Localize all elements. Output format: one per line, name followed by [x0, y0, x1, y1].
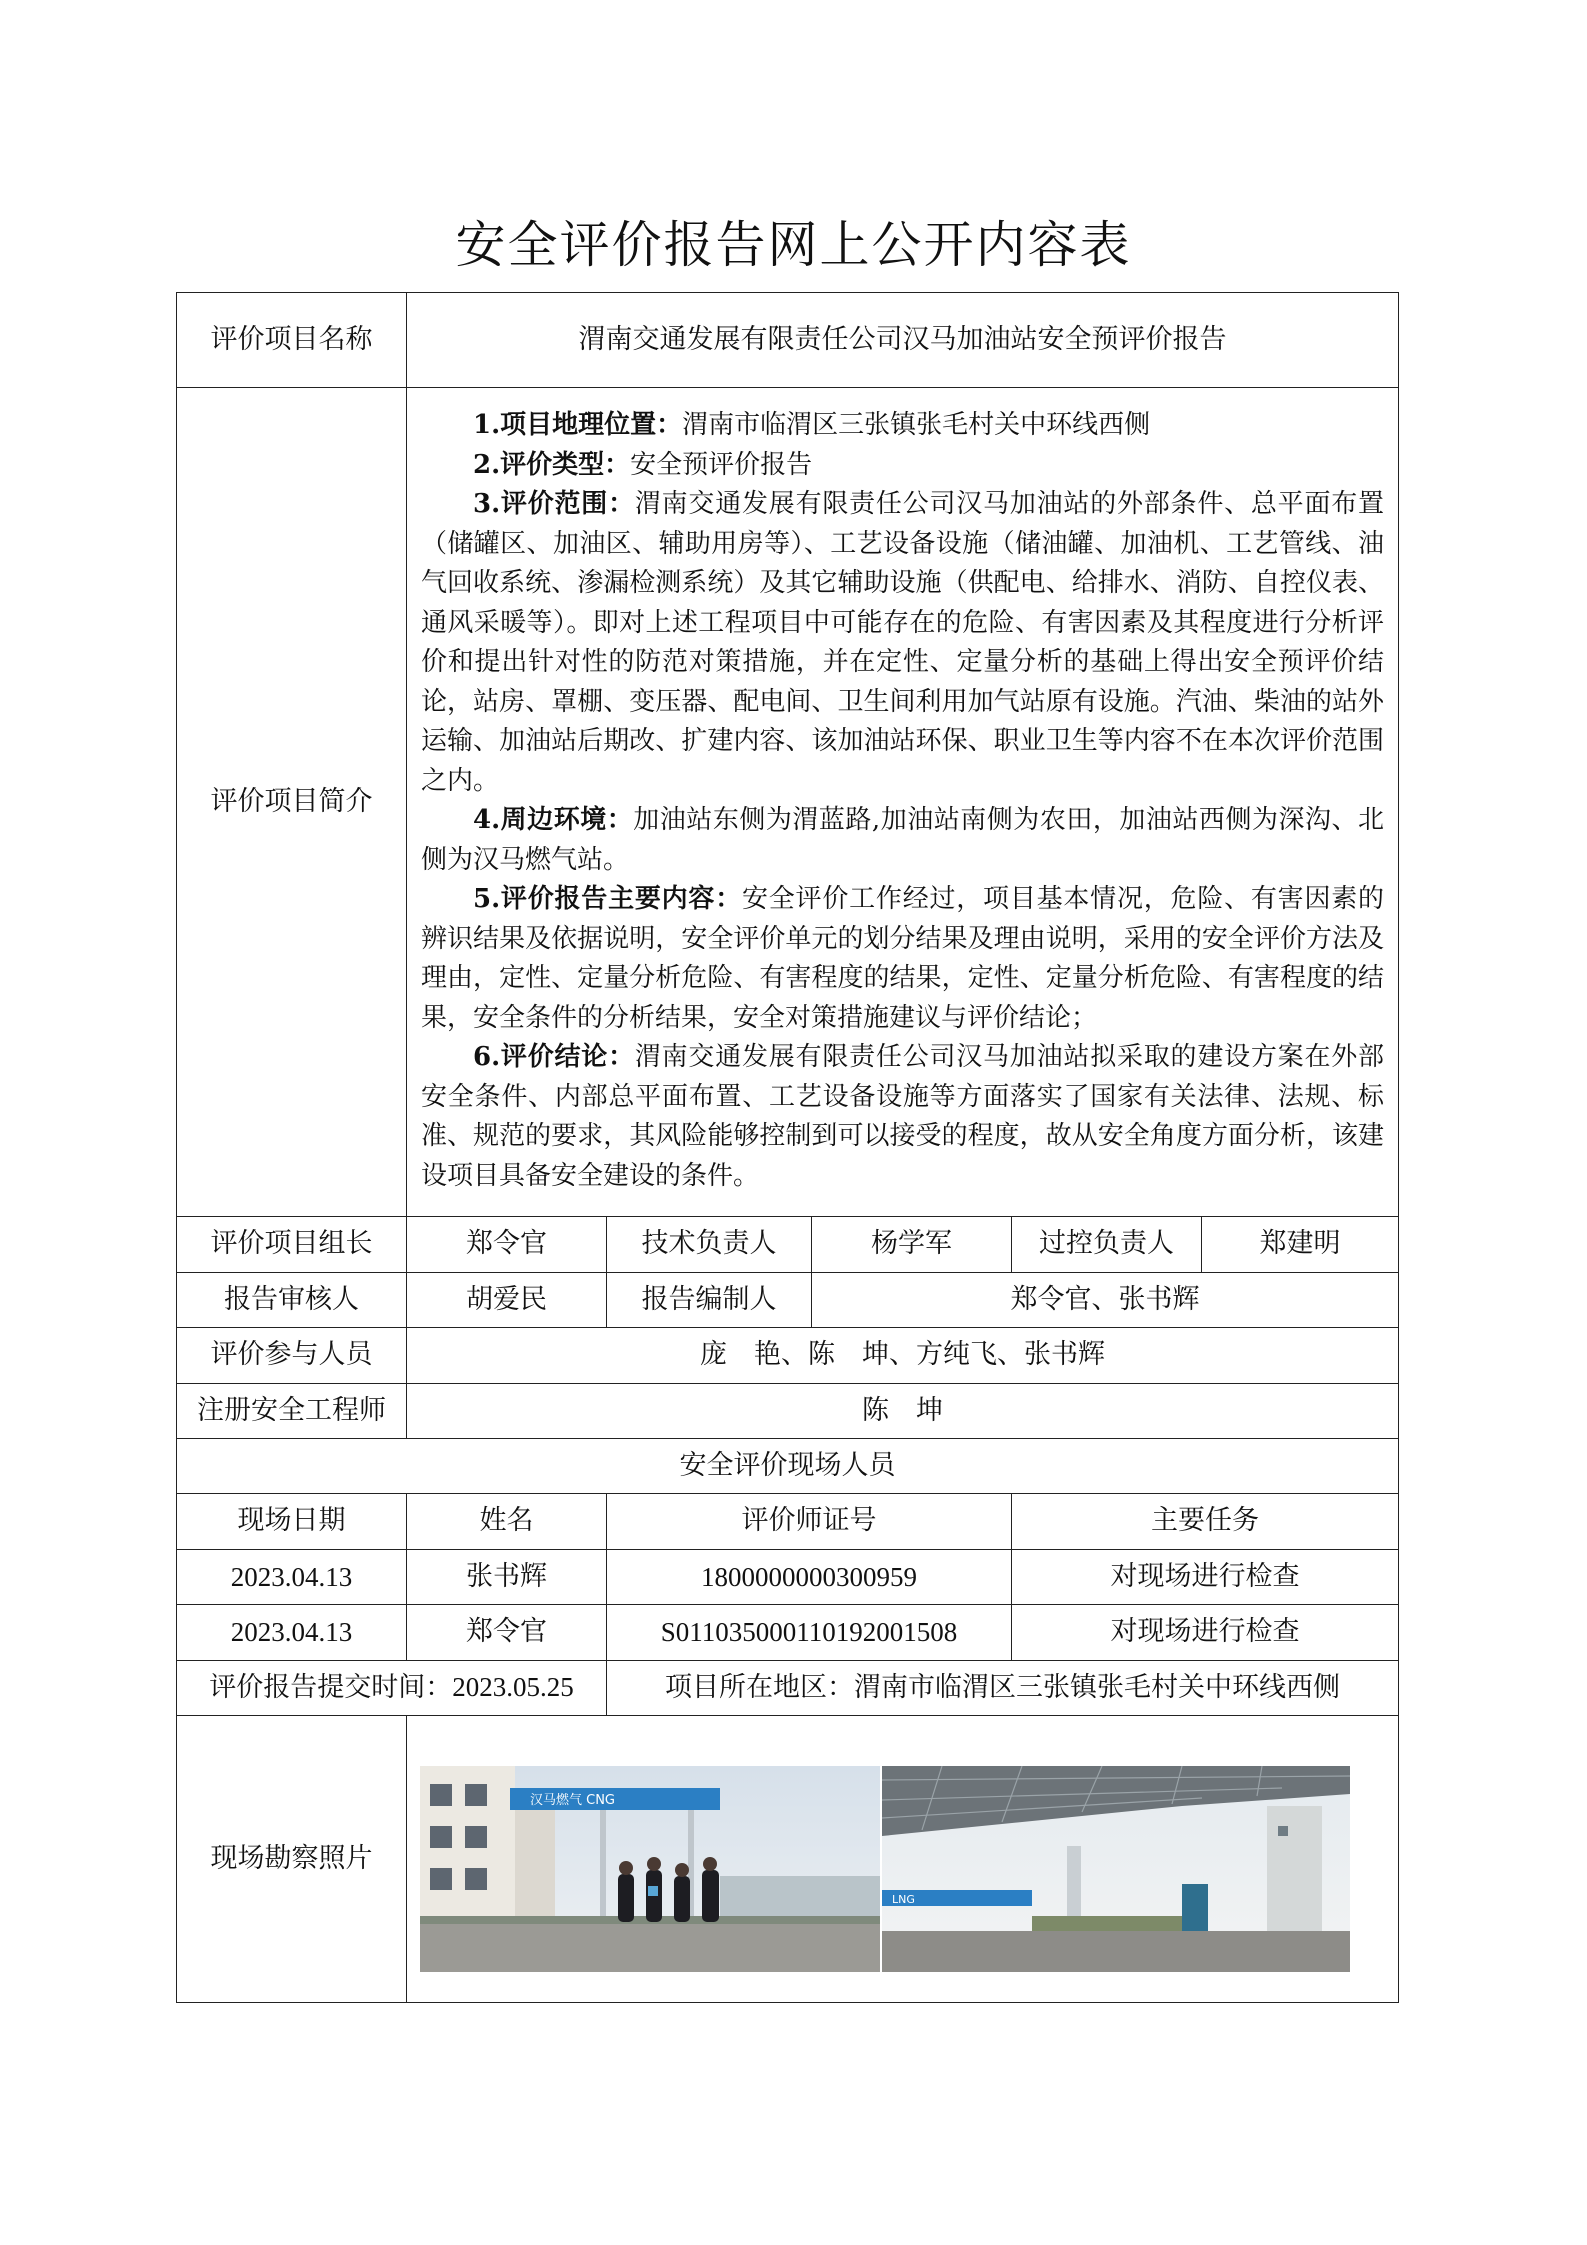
project-name-value: 渭南交通发展有限责任公司汉马加油站安全预评价报告	[407, 293, 1399, 388]
disclosure-table	[176, 292, 1399, 2003]
reviewer-value: 胡爱民	[407, 1273, 607, 1328]
participants-label: 评价参与人员	[177, 1328, 407, 1384]
intro-heading-5: 5.评价报告主要内容：	[473, 884, 742, 914]
intro-text-6: 渭南交通发展有限责任公司汉马加油站拟采取的建设方案在外部安全条件、内部总平面布置、工艺设备设施等方面落实了国家有关法律、法规、标准、规范的要求，其风险能够控制到可以接受的程度，故从安全角度方面分析，该建设项目具备安全建设的条件。	[421, 1042, 1385, 1191]
participants-value: 庞 艳、陈 坤、方纯飞、张书辉	[407, 1328, 1399, 1384]
editor-label: 报告编制人	[607, 1273, 812, 1328]
staff-date: 2023.04.13	[177, 1550, 407, 1605]
table-row	[177, 1550, 1399, 1605]
intro-heading-4: 4.周边环境：	[473, 805, 634, 835]
site-photo-1	[420, 1766, 880, 1972]
col-header-date: 现场日期	[177, 1494, 407, 1550]
region-cell	[607, 1661, 1399, 1716]
engineer-value: 陈 坤	[407, 1384, 1399, 1439]
intro-item-1	[421, 406, 1384, 446]
reviewer-label: 报告审核人	[177, 1273, 407, 1328]
intro-heading-3: 3.评价范围：	[473, 489, 635, 519]
intro-text-2: 安全预评价报告	[630, 449, 813, 480]
submit-cell	[177, 1661, 607, 1716]
staff-task: 对现场进行检查	[1012, 1605, 1399, 1661]
intro-content	[407, 388, 1399, 1217]
intro-item-5	[421, 880, 1384, 1038]
intro-heading-1: 1.项目地理位置：	[473, 410, 683, 440]
staff-cert: S011035000110192001508	[607, 1605, 1012, 1661]
leader-value: 郑令官	[407, 1217, 607, 1273]
process-value: 郑建明	[1202, 1217, 1399, 1273]
staff-name: 郑令官	[407, 1605, 607, 1661]
submit-label: 评价报告提交时间：	[209, 1672, 453, 1704]
intro-heading-2: 2.评价类型：	[473, 449, 631, 480]
staff-date: 2023.04.13	[177, 1605, 407, 1661]
submit-date: 2023.05.25	[452, 1672, 574, 1703]
intro-item-4	[421, 801, 1384, 880]
intro-text-3: 渭南交通发展有限责任公司汉马加油站的外部条件、总平面布置（储罐区、加油区、辅助用房等）、工艺设备设施（储油罐、加油机、工艺管线、油气回收系统、渗漏检测系统）及其它辅助设施（供配电、给排水、消防、自控仪表、通风采暖等）。即对上述工程项目中可能存在的危险、有害因素及其程度进行分析评价和提出针对性的防范对策措施，并在定性、定量分析的基础上得出安全预评价结论，站房、罩棚、变压器、配电间、卫生间利用加气站原有设施。汽油、柴油的站外运输、加油站后期改、扩建内容、该加油站环保、职业卫生等内容不在本次评价范围之内。	[421, 489, 1385, 796]
region-value: 渭南市临渭区三张镇张毛村关中环线西侧	[854, 1671, 1341, 1703]
col-header-cert: 评价师证号	[607, 1494, 1012, 1550]
intro-text-5: 安全评价工作经过，项目基本情况，危险、有害因素的辨识结果及依据说明，安全评价单元的划分结果及理由说明，采用的安全评价方法及理由，定性、定量分析危险、有害程度的结果，定性、定量分析危险、有害程度的结果，安全条件的分析结果，安全对策措施建议与评价结论；	[421, 884, 1385, 1033]
intro-text-4: 加油站东侧为渭蓝路,加油站南侧为农田，加油站西侧为深沟、北侧为汉马燃气站。	[421, 805, 1385, 875]
region-label: 项目所在地区：	[665, 1671, 855, 1703]
intro-heading-6: 6.评价结论：	[473, 1042, 635, 1072]
table-row	[177, 1605, 1399, 1661]
process-label: 过控负责人	[1012, 1217, 1202, 1273]
intro-text-1: 渭南市临渭区三张镇张毛村关中环线西侧	[682, 410, 1151, 440]
intro-item-2	[421, 446, 1384, 486]
page-title: 安全评价报告网上公开内容表	[455, 216, 1132, 274]
photos-cell	[407, 1716, 1399, 2003]
photos-label: 现场勘察照片	[177, 1716, 407, 2003]
intro-item-6	[421, 1038, 1384, 1196]
photo-sign-text: LNG	[892, 1893, 915, 1906]
photo-sign-text: 汉马燃气 CNG	[530, 1793, 616, 1808]
leader-label: 评价项目组长	[177, 1217, 407, 1273]
staff-cert: 1800000000300959	[607, 1550, 1012, 1605]
engineer-label: 注册安全工程师	[177, 1384, 407, 1439]
intro-label: 评价项目简介	[177, 388, 407, 1217]
col-header-name: 姓名	[407, 1494, 607, 1550]
project-name-label: 评价项目名称	[177, 293, 407, 388]
staff-task: 对现场进行检查	[1012, 1550, 1399, 1605]
tech-label: 技术负责人	[607, 1217, 812, 1273]
site-photo-2	[882, 1766, 1350, 1972]
tech-value: 杨学军	[812, 1217, 1012, 1273]
site-staff-heading: 安全评价现场人员	[177, 1439, 1399, 1494]
intro-item-3	[421, 485, 1384, 801]
staff-name: 张书辉	[407, 1550, 607, 1605]
col-header-task: 主要任务	[1012, 1494, 1399, 1550]
editor-value: 郑令官、张书辉	[812, 1273, 1399, 1328]
